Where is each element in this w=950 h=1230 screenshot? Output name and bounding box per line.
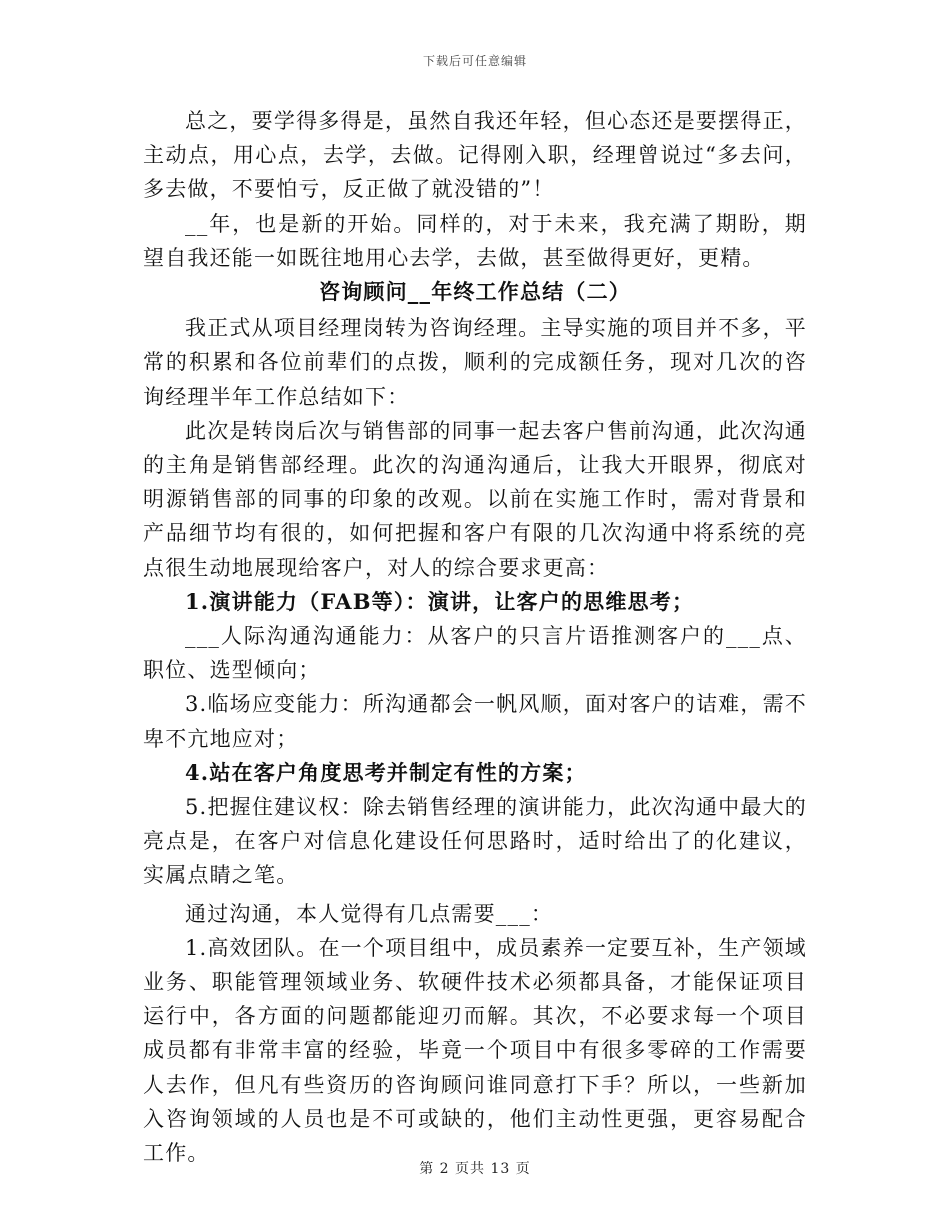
list-item-customer-view: 4.站在客户角度思考并制定有性的方案；	[185, 759, 587, 785]
paragraph-intro: 我正式从项目经理岗转为咨询经理。主导实施的项目并不多，平常的积累和各位前辈们的点拨，顺利的完成额任务，现对几次的咨询经理半年工作总结如下：	[143, 316, 807, 409]
document-body	[143, 104, 807, 1170]
page-number: 第 2 页共 13 页	[419, 1161, 531, 1177]
paragraph-conclusion-lead: 通过沟通，本人觉得有几点需要___：	[185, 901, 554, 926]
list-item-speech: 1.演讲能力（FAB等）：演讲，让客户的思维思考；	[185, 588, 695, 614]
paragraph-new-year: __年，也是新的开始。同样的，对于未来，我充满了期盼，期望自我还能一如既往地用心去学，去做，甚至做得更好，更精。	[143, 211, 807, 270]
list-item-advice: 5.把握住建议权：除去销售经理的演讲能力，此次沟通中最大的亮点是，在客户对信息化建设任何思路时，适时给出了的化建议，实属点睛之笔。	[143, 795, 807, 888]
paragraph-summary: 总之，要学得多得是，虽然自我还年轻，但心态还是要摆得正，主动点，用心点，去学，去做。记得刚入职，经理曾说过“多去问，多去做，不要怕亏，反正做了就没错的”！	[143, 109, 807, 202]
section-title: 咨询顾问__年终工作总结（二）	[319, 279, 631, 305]
list-item-team: 1.高效团队。在一个项目组中，成员素养一定要互补，生产领域业务、职能管理领域业务、软硬件技术必须都具备，才能保证项目运行中，各方面的问题都能迎刃而解。其次，不必要求每一个项目成员都有非常丰富的经验，毕竟一个项目中有很多零碎的工作需要人去作，但凡有些资历的咨询顾问谁同意打下手？所以，一些新加入咨询领域的人员也是不可或缺的，他们主动性更强，更容易配合工作。	[143, 935, 807, 1166]
paragraph-presales: 此次是转岗后次与销售部的同事一起去客户售前沟通，此次沟通的主角是销售部经理。此次的沟通沟通后，让我大开眼界，彻底对明源销售部的同事的印象的改观。以前在实施工作时，需对背景和产品细节均有很的，如何把握和客户有限的几次沟通中将系统的亮点很生动地展现给客户，对人的综合要求更高：	[143, 418, 807, 580]
list-item-communication: ___人际沟通沟通能力：从客户的只言片语推测客户的___点、职位、选型倾向；	[143, 624, 807, 683]
page-header: 下载后可任意编辑	[422, 54, 527, 68]
list-item-adaptability: 3.临场应变能力：所沟通都会一帆风顺，面对客户的诘难，需不卑不亢地应对；	[143, 692, 807, 751]
